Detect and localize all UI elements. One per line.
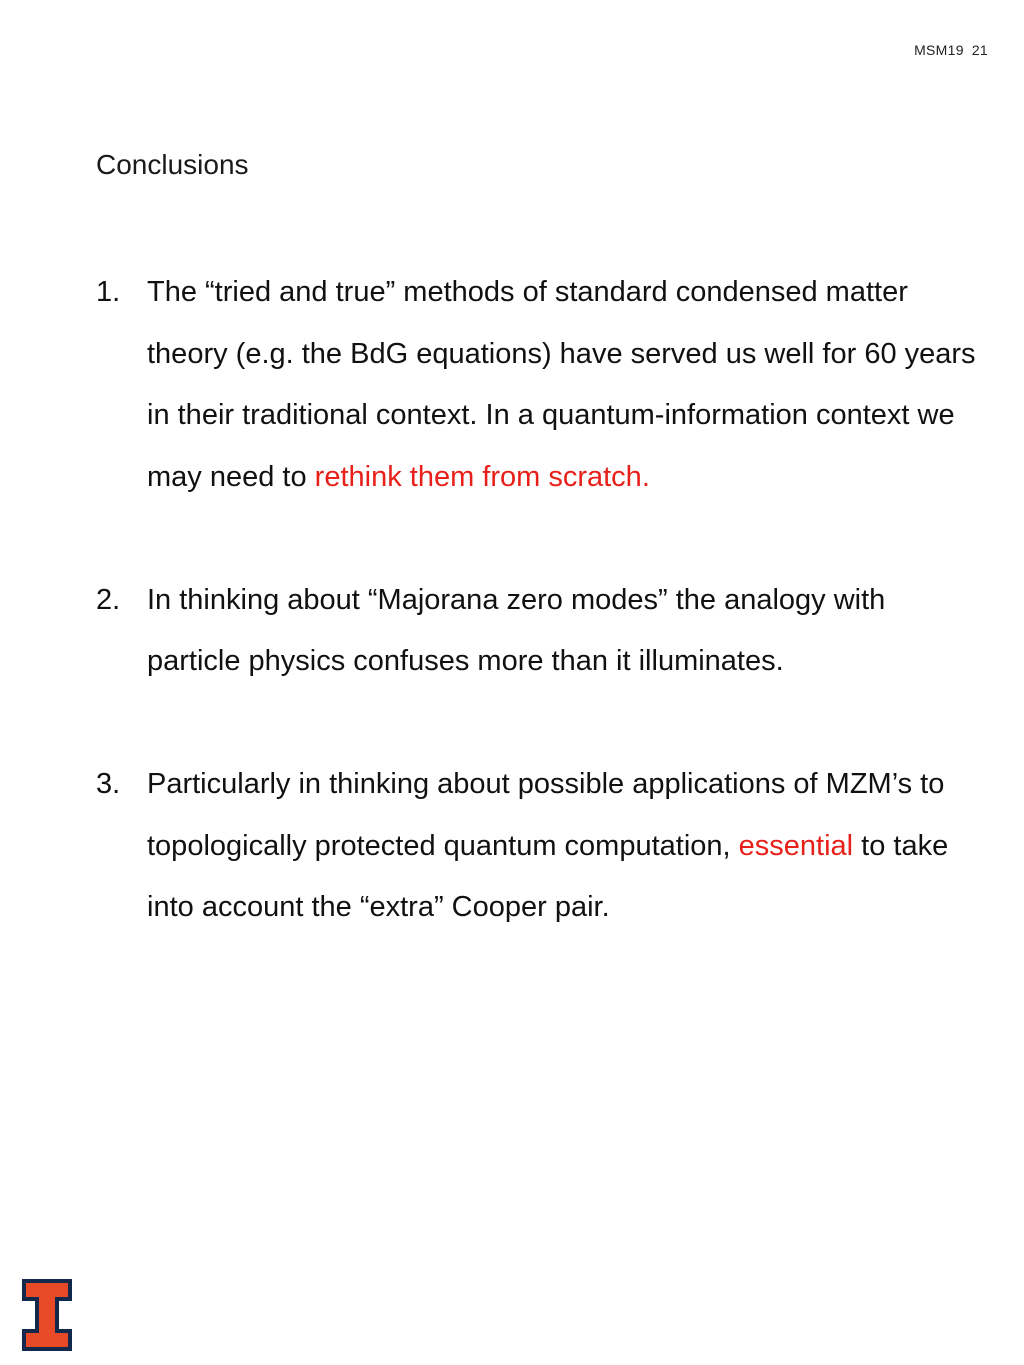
presentation-id: MSM19: [914, 42, 964, 58]
list-item: [96, 570, 976, 693]
item-text-continued: to take into account the “extra” Cooper pair.: [147, 829, 949, 923]
highlighted-text: essential: [738, 829, 854, 862]
highlighted-text: rethink them from scratch.: [314, 460, 650, 493]
illinois-block-i-icon: [22, 1279, 72, 1351]
item-text: Particularly in thinking about possible applications of MZM’s to topologically protected quantum computation,: [147, 768, 945, 862]
page-title: Conclusions: [96, 149, 249, 180]
item-number: 2.: [96, 583, 121, 616]
item-number: 1.: [96, 276, 121, 308]
list-item: [96, 262, 976, 508]
list-item: [96, 754, 976, 939]
item-text: In thinking about “Majorana zero modes” the analogy with particle physics confuses more than it illuminates.: [147, 583, 886, 677]
item-number: 3.: [96, 768, 121, 800]
page-number: 21: [971, 42, 988, 58]
item-text: The “tried and true” methods of standard condensed matter theory (e.g. the BdG equations) have served us well for 60 years in their traditional context. In a quantum-information context we may need to: [147, 276, 976, 493]
slide-label: [914, 42, 988, 58]
conclusions-list: [96, 262, 976, 939]
